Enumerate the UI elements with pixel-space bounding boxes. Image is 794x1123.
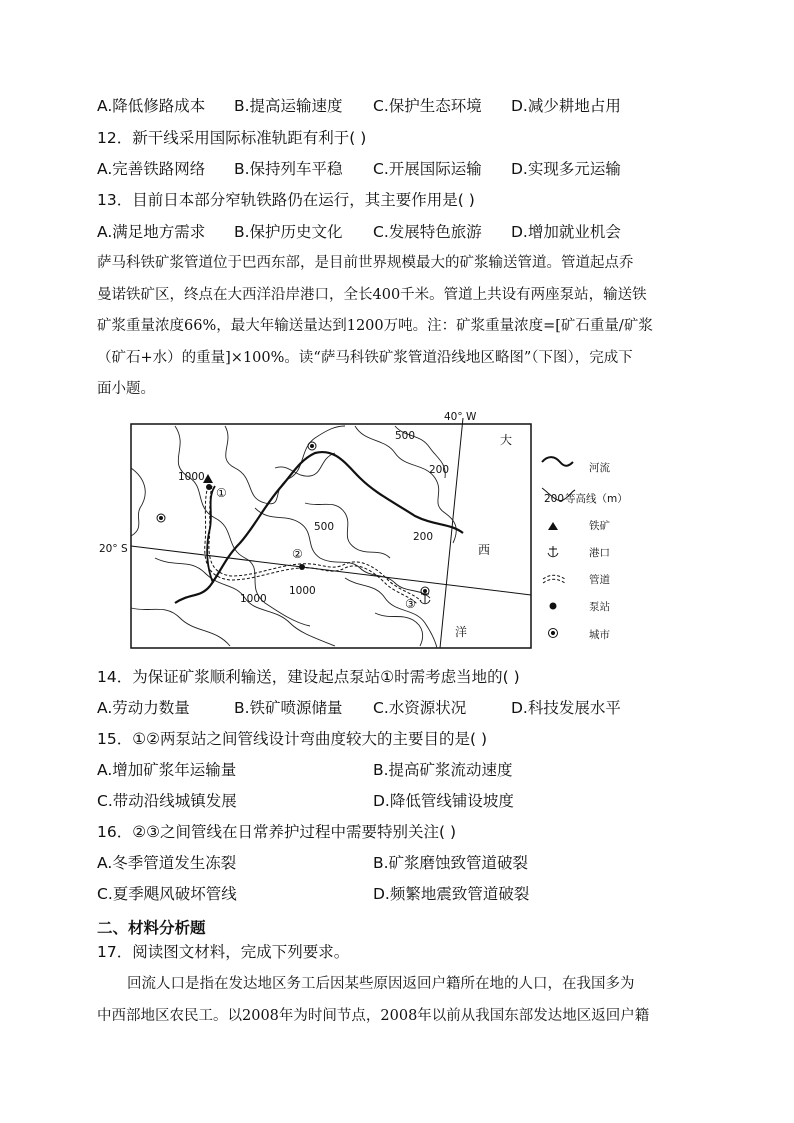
city-icon — [308, 442, 316, 450]
q16-stem: 16．②③之间管线在日常养护过程中需要特别关注( ) — [97, 823, 457, 841]
contour-label: 1000 — [289, 585, 316, 597]
legend-contour-label: 等高线（m） — [565, 493, 628, 505]
longitude-label: 40° W — [444, 411, 477, 423]
contour-west-edge — [131, 468, 145, 536]
q11-option-b: B.提高运输速度 — [234, 97, 343, 115]
legend-iron-label: 铁矿 — [589, 520, 610, 532]
q15-option-b: B.提高矿浆流动速度 — [373, 761, 513, 779]
legend-city-icon — [549, 629, 558, 638]
q13-option-c: C.发展特色旅游 — [373, 223, 482, 241]
q11-option-c: C.保护生态环境 — [373, 97, 482, 115]
contour-se — [345, 578, 437, 648]
map-frame — [131, 424, 531, 648]
legend-iron-mine-icon — [548, 522, 558, 530]
legend-city-label: 城市 — [589, 629, 610, 641]
pipeline-map — [95, 408, 655, 654]
q16-option-d: D.频繁地震致管道破裂 — [373, 885, 530, 903]
q16-option-b: B.矿浆磨蚀致管道破裂 — [373, 854, 529, 872]
contour-label: 500 — [395, 430, 416, 442]
q14-stem: 14．为保证矿浆顺利输送，建设起点泵站①时需考虑当地的( ) — [97, 668, 520, 686]
passage-line: 萨马科铁矿浆管道位于巴西东部，是目前世界规模最大的矿浆输送管道。管道起点乔 — [97, 255, 634, 271]
legend-pipeline-label: 管道 — [589, 574, 610, 586]
station-1-label: ① — [216, 486, 227, 500]
station-2-label: ② — [292, 547, 303, 561]
q12-option-d: D.实现多元运输 — [511, 160, 621, 178]
passage-line: 面小题。 — [97, 381, 155, 397]
contour-label: 500 — [314, 521, 335, 533]
passage-line: 曼诺铁矿区，终点在大西洋沿岸港口，全长400千米。管道上共设有两座泵站，输送铁 — [97, 287, 647, 303]
river-icon — [542, 457, 573, 466]
q13-option-b: B.保护历史文化 — [234, 223, 343, 241]
contour-central — [255, 508, 430, 598]
q15-stem: 15．①②两泵站之间管线设计弯曲度较大的主要目的是( ) — [97, 730, 488, 748]
pump-station-2-icon — [299, 564, 305, 570]
passage-line: 矿浆重量浓度66%，最大年输送量达到1200万吨。注：矿浆重量浓度=[矿石重量/矿浆 — [97, 318, 653, 334]
contour-north — [225, 426, 345, 504]
q15-option-c: C.带动沿线城镇发展 — [97, 792, 237, 810]
river-branch — [207, 486, 215, 583]
q12-option-a: A.完善铁路网络 — [97, 160, 206, 178]
legend-port-icon — [548, 546, 558, 557]
contour-200-se — [375, 613, 423, 646]
contour-1000-sw — [131, 608, 230, 646]
q14-option-a: A.劳动力数量 — [97, 699, 190, 717]
q15-option-a: A.增加矿浆年运输量 — [97, 761, 237, 779]
contour-lines — [131, 426, 456, 648]
legend-pump-label: 泵站 — [589, 601, 610, 613]
ocean-label-da: 大 — [500, 433, 513, 447]
q17-passage-line: 中西部地区农民工。以2008年为时间节点，2008年以前从我国东部发达地区返回户籍 — [97, 1008, 650, 1024]
q12-option-c: C.开展国际运输 — [373, 160, 482, 178]
legend-river-label: 河流 — [589, 462, 610, 474]
elevation-1000-label: 1000 — [178, 471, 205, 483]
q15-option-d: D.降低管线铺设坡度 — [373, 792, 514, 810]
legend-pump-station-icon — [550, 603, 557, 610]
map-legend — [542, 457, 628, 641]
q11-option-d: D.减少耕地占用 — [511, 97, 621, 115]
pump-station-1-icon — [206, 484, 212, 490]
ocean-label-yang: 洋 — [455, 625, 468, 639]
contour-label: 200 — [413, 531, 434, 543]
q13-option-a: A.满足地方需求 — [97, 223, 206, 241]
legend-contour-value: 200 — [544, 493, 565, 505]
legend-pipeline-icon — [543, 575, 565, 583]
passage-line: （矿石+水）的重量]×100%。读“萨马科铁矿浆管道沿线地区略图”（下图），完成下 — [97, 350, 633, 366]
q17-passage-line: 回流人口是指在发达地区务工后因某些原因返回户籍所在地的人口，在我国多为 — [127, 976, 635, 992]
q17-stem: 17．阅读图文材料，完成下列要求。 — [97, 943, 350, 961]
q12-option-b: B.保持列车平稳 — [234, 160, 343, 178]
legend-port-label: 港口 — [589, 547, 610, 559]
city-icon — [157, 514, 165, 522]
q16-option-c: C.夏季飓风破坏管线 — [97, 885, 237, 903]
q11-option-a: A.降低修路成本 — [97, 97, 206, 115]
latitude-label: 20° S — [99, 543, 128, 555]
contour-label: 1000 — [240, 593, 267, 605]
longitude-line — [440, 418, 463, 648]
ocean-label-xi: 西 — [478, 543, 491, 557]
contour-2 — [275, 453, 335, 476]
q13-option-d: D.增加就业机会 — [511, 223, 621, 241]
contour-label: 200 — [429, 464, 450, 476]
station-3-label: ③ — [405, 597, 416, 611]
q14-option-c: C.水资源状况 — [373, 699, 467, 717]
q16-option-a: A.冬季管道发生冻裂 — [97, 854, 237, 872]
q13-stem: 13．目前日本部分窄轨铁路仍在运行，其主要作用是( ) — [97, 191, 475, 209]
q12-stem: 12．新干线采用国际标准轨距有利于( ) — [97, 129, 367, 147]
q14-option-b: B.铁矿喷源储量 — [234, 699, 343, 717]
section-2-title: 二、材料分析题 — [97, 919, 206, 937]
latitude-line — [131, 546, 531, 595]
q14-option-d: D.科技发展水平 — [511, 699, 621, 717]
